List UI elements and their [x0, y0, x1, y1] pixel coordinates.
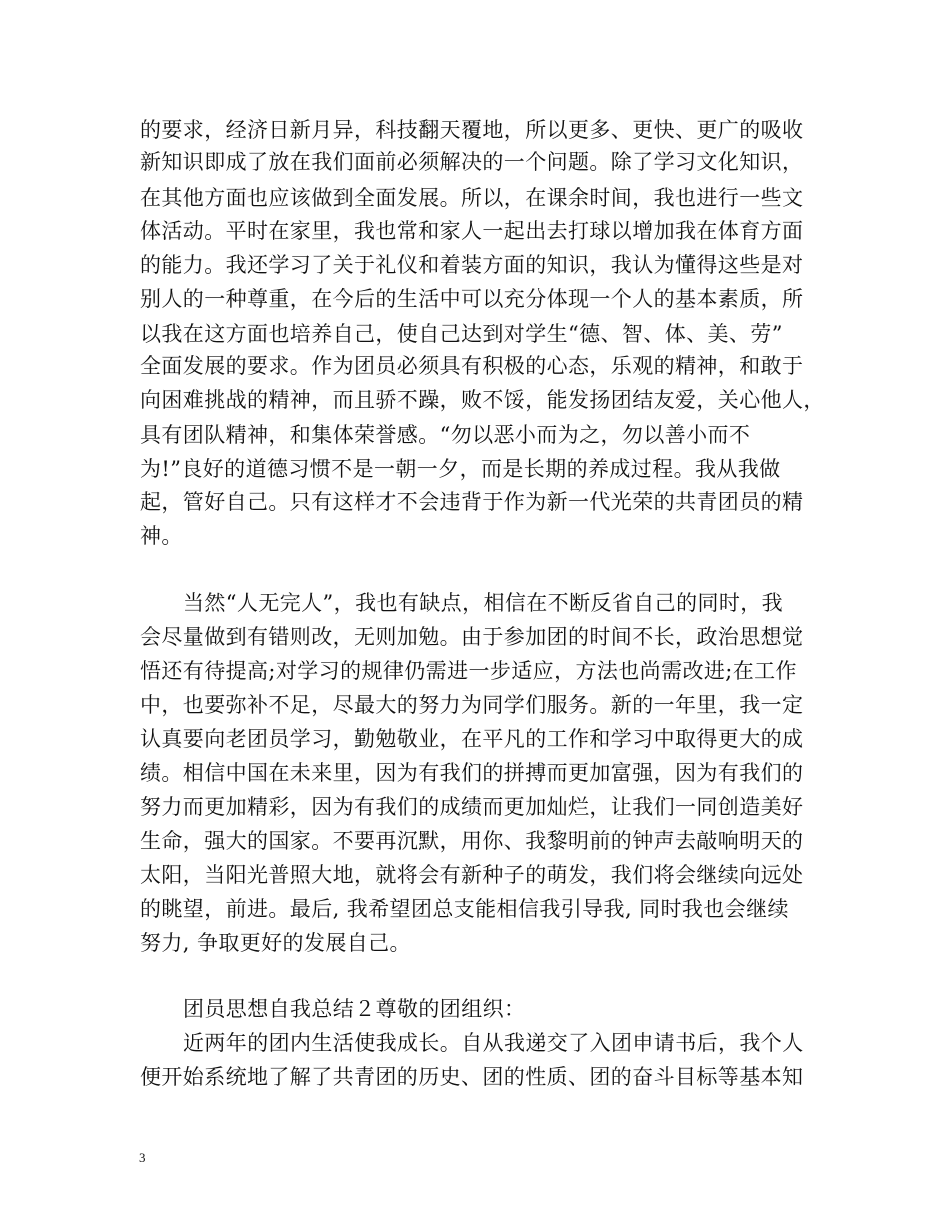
text-line: 为!”良好的道德习惯不是一朝一夕，而是长期的养成过程。我从我做	[140, 457, 781, 481]
text-line: 的要求，经济日新月异，科技翻天覆地，所以更多、更快、更广的吸收	[140, 118, 804, 142]
text-line: 努力, 争取更好的发展自己。	[140, 931, 411, 955]
text-line: 绩。相信中国在未来里，因为有我们的拼搏而更加富强，因为有我们的	[140, 761, 804, 785]
page-number: 3	[139, 1150, 146, 1165]
text-line: 具有团队精神，和集体荣誉感。“勿以恶小而为之，勿以善小而不	[140, 423, 751, 447]
text-line: 悟还有待提高;对学习的规律仍需进一步适应，方法也尚需改进;在工作	[140, 659, 797, 683]
text-line: 的能力。我还学习了关于礼仪和着装方面的知识，我认为懂得这些是对	[140, 253, 804, 277]
text-line: 新知识即成了放在我们面前必须解决的一个问题。除了学习文化知识，	[140, 150, 804, 174]
paragraph-first-line: 当然“人无完人”，我也有缺点，相信在不断反省自己的同时，我	[183, 591, 784, 615]
text-line: 神。	[140, 524, 183, 548]
section-heading: 团员思想自我总结２尊敬的团组织：	[183, 997, 526, 1021]
text-line: 太阳，当阳光普照大地，就将会有新种子的萌发，我们将会继续向远处	[140, 863, 804, 887]
text-line: 中，也要弥补不足，尽最大的努力为同学们服务。新的一年里，我一定	[140, 693, 804, 717]
text-line: 便开始系统地了解了共青团的历史、团的性质、团的奋斗目标等基本知	[140, 1065, 804, 1089]
text-line: 认真要向老团员学习，勤勉敬业，在平凡的工作和学习中取得更大的成	[140, 727, 804, 751]
text-line: 以我在这方面也培养自己，使自己达到对学生“德、智、体、美、劳”	[140, 322, 783, 346]
text-line: 在其他方面也应该做到全面发展。所以，在课余时间，我也进行一些文	[140, 186, 804, 210]
text-line: 全面发展的要求。作为团员必须具有积极的心态，乐观的精神，和敢于	[140, 354, 804, 378]
text-line: 努力而更加精彩，因为有我们的成绩而更加灿烂，让我们一同创造美好	[140, 795, 804, 819]
text-line: 的眺望，前进。最后, 我希望团总支能相信我引导我, 同时我也会继续	[140, 897, 789, 921]
text-line: 别人的一种尊重，在今后的生活中可以充分体现一个人的基本素质，所	[140, 287, 804, 311]
paragraph-first-line: 近两年的团内生活使我成长。自从我递交了入团申请书后，我个人	[183, 1031, 804, 1055]
text-line: 生命，强大的国家。不要再沉默，用你、我黎明前的钟声去敲响明天的	[140, 829, 804, 853]
text-line: 起，管好自己。只有这样才不会违背于作为新一代光荣的共青团员的精	[140, 490, 804, 514]
text-line: 会尽量做到有错则改，无则加勉。由于参加团的时间不长，政治思想觉	[140, 625, 804, 649]
text-line: 体活动。平时在家里，我也常和家人一起出去打球以增加我在体育方面	[140, 219, 804, 243]
text-line: 向困难挑战的精神，而且骄不躁，败不馁，能发扬团结友爱，关心他人，	[140, 388, 825, 412]
